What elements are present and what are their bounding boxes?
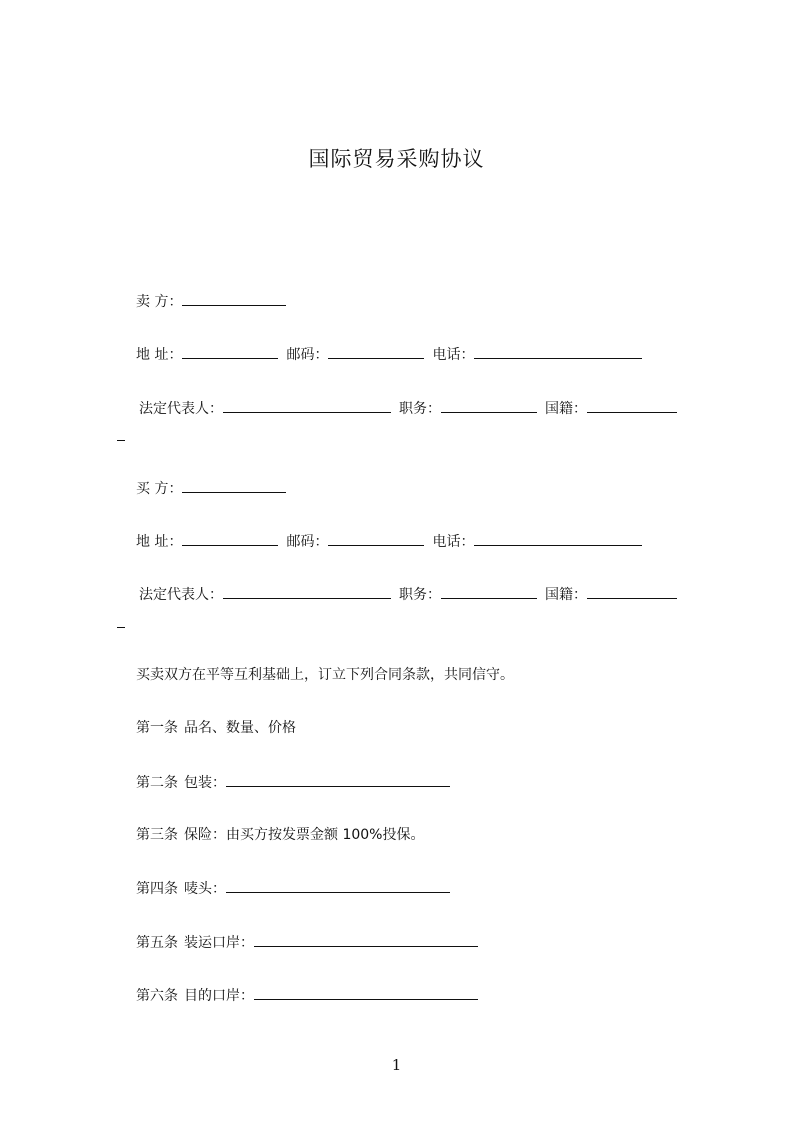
clause-number: 第六条	[136, 988, 178, 1004]
seller-underscore-overflow	[117, 440, 125, 441]
seller-postcode-blank[interactable]	[328, 344, 424, 359]
seller-rep-blank[interactable]	[223, 398, 391, 413]
clause-text: 目的口岸：	[184, 988, 254, 1004]
clause-text: 保险：由买方按发票金额 100%投保。	[184, 827, 425, 843]
buyer-postcode-label: 邮码：	[286, 534, 329, 550]
buyer-address-blank[interactable]	[182, 531, 278, 546]
intro-paragraph: 买卖双方在平等互利基础上，订立下列合同条款，共同信守。	[136, 667, 514, 683]
buyer-nationality-label: 国籍：	[545, 587, 587, 603]
buyer-nationality-blank[interactable]	[587, 584, 677, 599]
buyer-position-label: 职务：	[399, 587, 441, 603]
seller-position-blank[interactable]	[441, 398, 537, 413]
buyer-phone-label: 电话：	[432, 534, 475, 550]
loading-port-blank[interactable]	[254, 932, 478, 947]
clause-number: 第五条	[136, 935, 178, 951]
buyer-rep-row	[139, 584, 677, 605]
page-number: 1	[391, 1056, 402, 1074]
clause-number: 第三条	[136, 827, 178, 843]
buyer-underscore-overflow	[117, 627, 125, 628]
buyer-address-label: 地 址：	[136, 534, 183, 550]
buyer-name-blank[interactable]	[182, 478, 286, 493]
seller-rep-label: 法定代表人：	[139, 401, 223, 417]
clause-number: 第四条	[136, 881, 178, 897]
buyer-label: 买 方：	[136, 481, 183, 497]
clause-text: 品名、数量、价格	[184, 720, 296, 736]
clause-text: 包装：	[184, 775, 226, 791]
clause-number: 第一条	[136, 720, 178, 736]
marks-blank[interactable]	[226, 878, 450, 893]
seller-address-label: 地 址：	[136, 347, 183, 363]
seller-nationality-label: 国籍：	[545, 401, 587, 417]
packaging-blank[interactable]	[226, 772, 450, 787]
seller-nationality-blank[interactable]	[587, 398, 677, 413]
clause-4	[136, 878, 458, 899]
clause-2	[136, 772, 458, 793]
seller-phone-label: 电话：	[432, 347, 475, 363]
buyer-row	[136, 478, 294, 499]
page-title: 国际贸易采购协议	[308, 147, 485, 171]
seller-position-label: 职务：	[399, 401, 441, 417]
seller-address-blank[interactable]	[182, 344, 278, 359]
buyer-address-row	[136, 531, 650, 552]
clause-3	[136, 825, 424, 845]
seller-postcode-label: 邮码：	[286, 347, 329, 363]
buyer-rep-label: 法定代表人：	[139, 587, 223, 603]
seller-rep-row	[139, 398, 677, 419]
buyer-position-blank[interactable]	[441, 584, 537, 599]
seller-label: 卖 方：	[136, 294, 183, 310]
seller-name-blank[interactable]	[182, 291, 286, 306]
clause-5	[136, 932, 486, 953]
clause-number: 第二条	[136, 775, 178, 791]
clause-text: 唛头：	[184, 881, 226, 897]
seller-phone-blank[interactable]	[474, 344, 642, 359]
seller-row	[136, 291, 294, 312]
buyer-postcode-blank[interactable]	[328, 531, 424, 546]
clause-6	[136, 985, 486, 1006]
buyer-phone-blank[interactable]	[474, 531, 642, 546]
seller-address-row	[136, 344, 650, 365]
buyer-rep-blank[interactable]	[223, 584, 391, 599]
destination-port-blank[interactable]	[254, 985, 478, 1000]
clause-1	[136, 718, 296, 738]
clause-text: 装运口岸：	[184, 935, 254, 951]
